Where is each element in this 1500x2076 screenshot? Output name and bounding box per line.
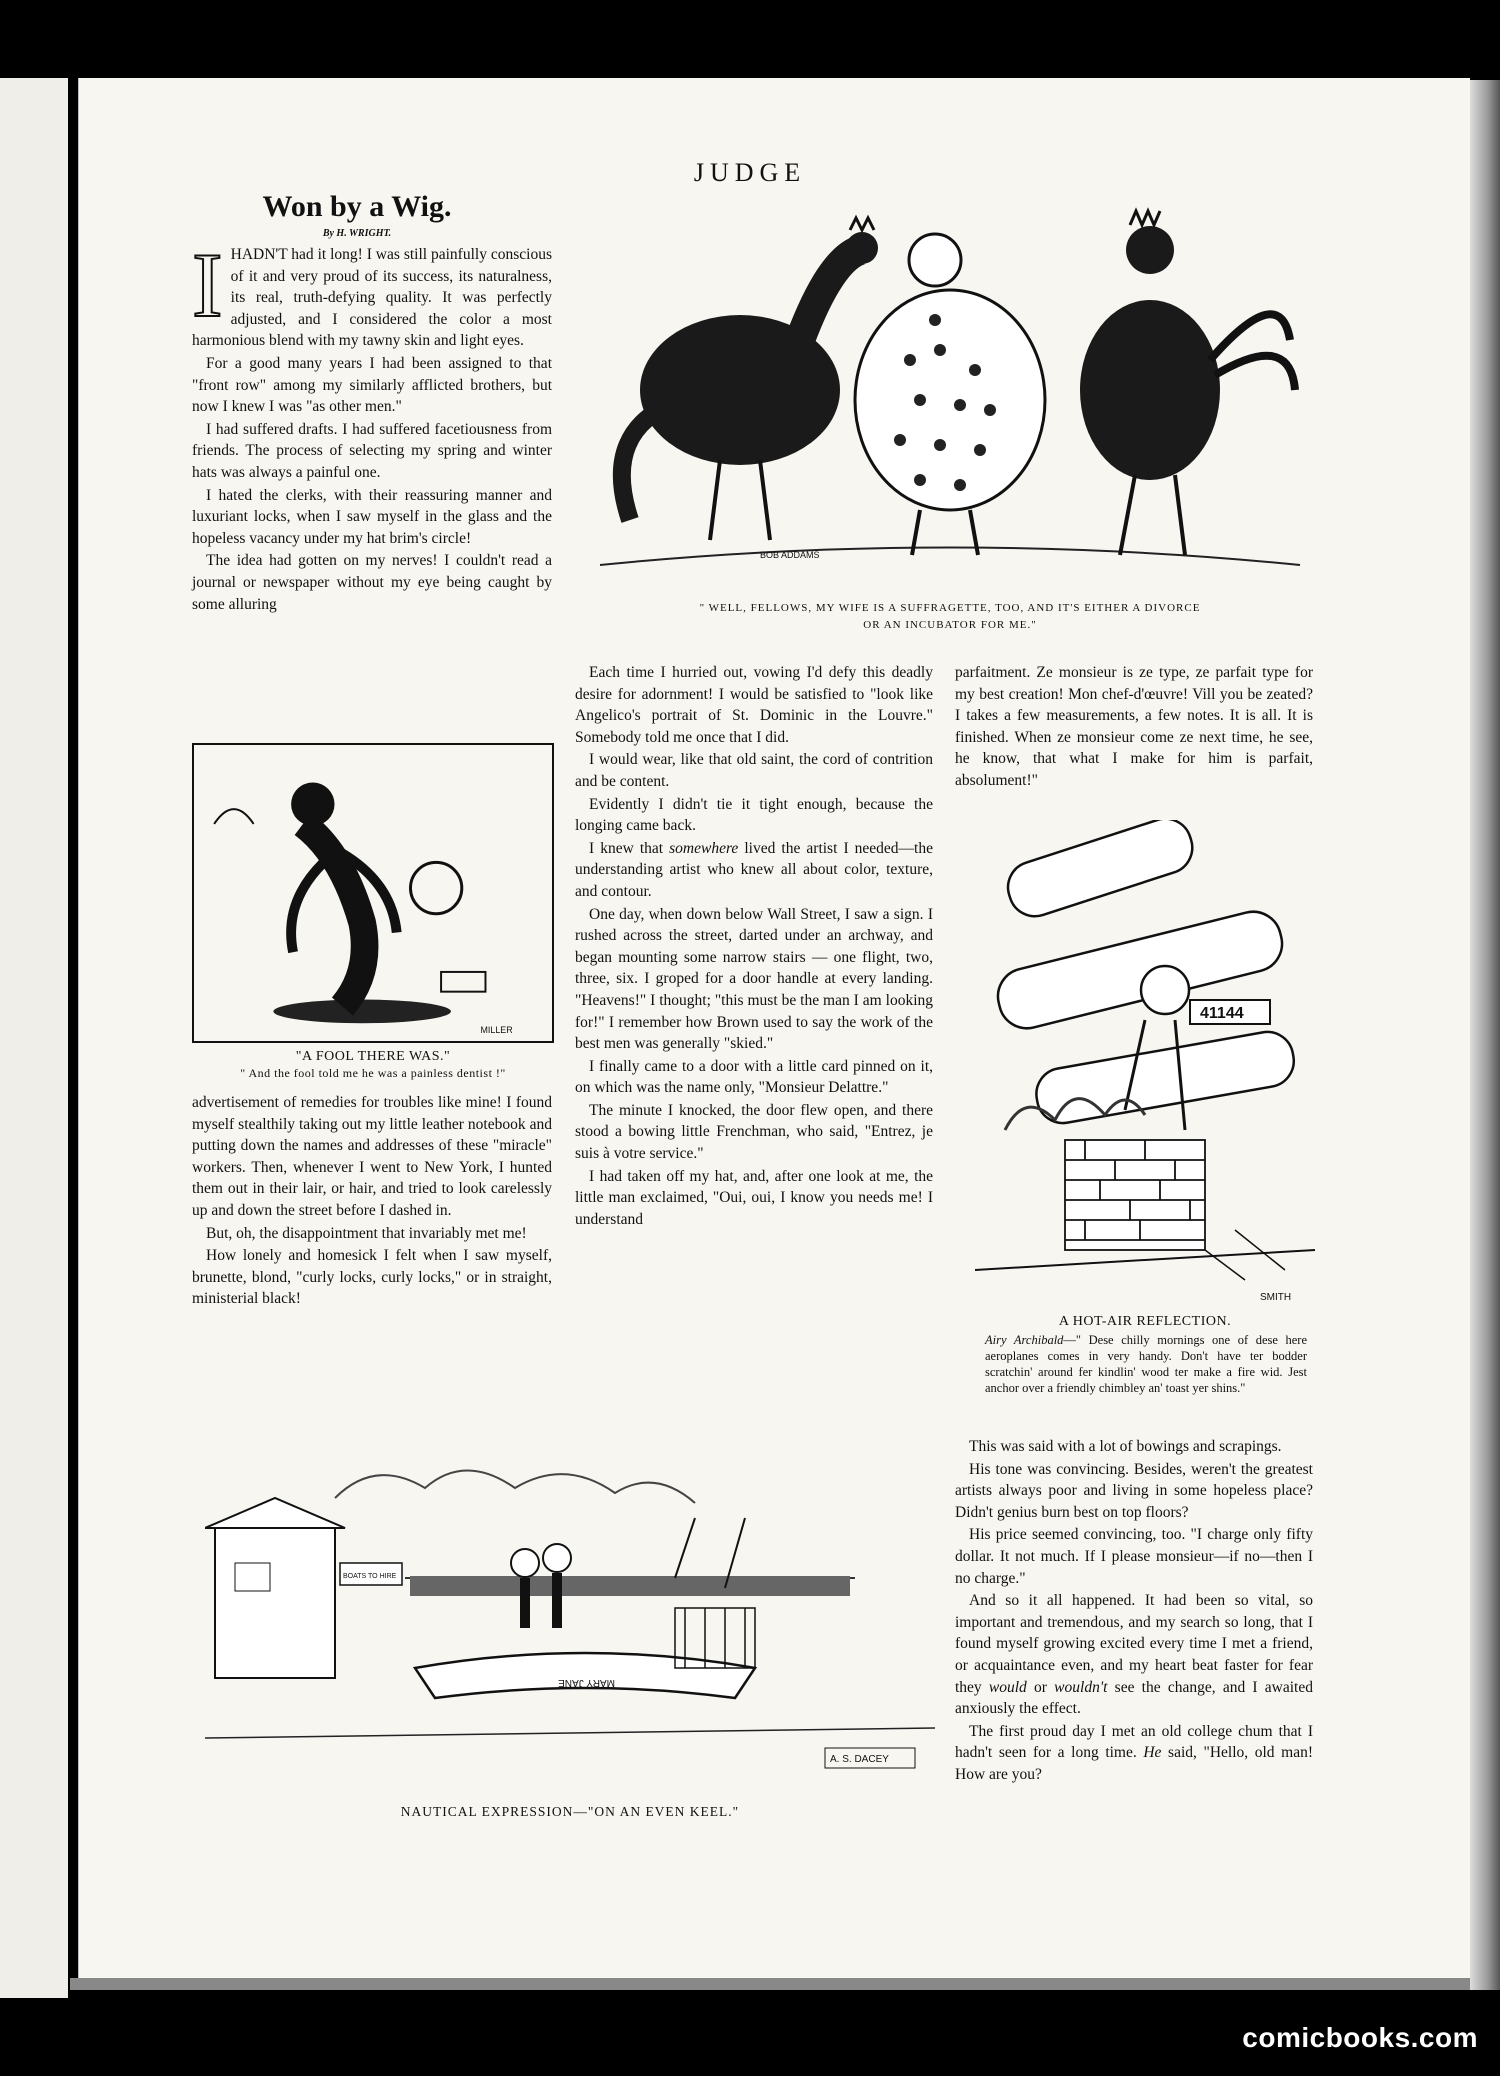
boat-name: MARY JANE — [558, 1677, 615, 1688]
site-watermark: comicbooks.com — [1242, 2022, 1478, 2053]
roosters-illustration — [590, 200, 1310, 570]
hot-air-caption-title: A HOT-AIR REFLECTION. — [1058, 1314, 1232, 1329]
paragraph: advertisement of remedies for troubles like mine! I found myself stealthily taking out my little leather notebook and putting down the names and addresses of these "miracle" workers. Then, whenever I went to New York, I hunted them out in their lair, or hair, and tried to look carelessly up and down the street before I dashed in. — [192, 1094, 552, 1219]
paragraph: The first proud day I met an old college chum that I hadn't seen for a long time. He said, "Hello, old man! How are you? — [955, 1722, 1314, 1783]
paragraph: And so it all happened. It had been so vital, so important and tremendous, and my search so long, that I found myself growing excited every time I met a friend, or acquaintance even, and my heart beat faster for fear they would or wouldn't see the change, and I awaited anxiously the effect. — [955, 1592, 1313, 1718]
nautical-caption: NAUTICAL EXPRESSION—"ON AN EVEN KEEL." — [400, 1804, 740, 1819]
hot-air-quote: —" Dese chilly mornings one of dese here aeroplanes comes in very handy. Don't have ter bodder scratchin' around fer kindlin' wood ter make a fire wid. Jest anchor over a friendly chimbley an' toast yer shins." — [985, 1333, 1307, 1395]
paragraph: His tone was convincing. Besides, weren't the greatest artists always poor and living in some hopeless place? Didn't genius burn best on top floors? — [955, 1460, 1313, 1521]
hot-air-cartoon — [975, 820, 1315, 1310]
roosters-cartoon — [590, 200, 1310, 570]
paragraph: But, oh, the disappointment that invariably met me! — [206, 1224, 527, 1242]
masthead: JUDGE — [693, 158, 807, 187]
fool-cartoon — [192, 743, 554, 1043]
fool-illustration — [194, 745, 552, 1041]
fool-caption — [192, 1048, 554, 1082]
paragraph: His price seemed convincing, too. "I charge only fifty dollar. It not much. If I please monsieur—if no—then I no charge." — [955, 1526, 1313, 1587]
roosters-caption — [590, 600, 1310, 634]
byline: By H. WRIGHT. — [322, 228, 392, 239]
nautical-illustration — [205, 1438, 935, 1783]
article-column-2 — [575, 662, 933, 1231]
paragraph: How lonely and homesick I felt when I saw myself, brunette, blond, "curly locks, curly locks," or in straight, ministerial black! — [192, 1247, 552, 1308]
article-title: Won by a Wig. — [262, 190, 452, 223]
paragraph: I would wear, like that old saint, the cord of contrition and be content. — [575, 751, 933, 790]
hot-air-speaker: Airy Archibald — [985, 1333, 1064, 1347]
page-stack-edge — [1470, 80, 1500, 1990]
paragraph: Each time I hurried out, vowing I'd defy this deadly desire for adornment! I would be satisfied to "look like Angelico's portrait of St. Dominic in the Louvre." Somebody told me once that I did. — [575, 664, 933, 746]
paragraph: IHADN'T had it long! I was still painfully conscious of it and very proud of its success, its naturalness, its real, truth-defying quality. It was perfectly adjusted, and I considered the color a most harmonious blend with my tawny skin and light eyes. — [192, 234, 552, 350]
paragraph: One day, when down below Wall Street, I saw a sign. I rushed across the street, darted under an archway, and began mounting some narrow stairs — one flight, two, three, six. I groped for a door handle at every landing. "Heavens!" I thought; "this must be the man I am looking for!" I remember how Brown used to say the work of the best men was generally "skied." — [575, 905, 933, 1053]
nautical-signature: A. S. DACEY — [830, 1754, 889, 1765]
fool-signature: MILLER — [480, 1025, 513, 1036]
page-bottom-edge — [70, 1978, 1470, 1990]
license-plate: 41144 — [1200, 1005, 1244, 1022]
paragraph: I knew that somewhere lived the artist I needed—the understanding artist who knew all about color, texture, and contour. — [575, 839, 933, 900]
article-column-3-continued — [955, 1436, 1313, 1787]
hot-air-caption — [985, 1332, 1307, 1396]
paragraph: I had suffered drafts. I had suffered facetiousness from friends. The process of selecting my spring and winter hats was always a painful one. — [192, 420, 552, 481]
article-column-3 — [955, 662, 1313, 793]
paragraph: I hated the clerks, with their reassuring manner and luxuriant locks, when I saw myself in the glass and the hopeless vacancy under my hat brim's circle! — [192, 486, 552, 547]
paragraph: This was said with a lot of bowings and scrapings. — [969, 1438, 1282, 1455]
paragraph: The idea had gotten on my nerves! I couldn't read a journal or newspaper without my eye being caught by some alluring — [192, 552, 552, 613]
boats-sign: BOATS TO HIRE — [343, 1573, 397, 1580]
paragraph: The minute I knocked, the door flew open, and there stood a bowing little Frenchman, who said, "Entrez, je suis à votre service." — [575, 1101, 933, 1163]
paragraph: parfaitment. Ze monsieur is ze type, ze parfait type for my best creation! Mon chef-d'œuvre! Vill you be zeated? I takes a few measurements, a few notes. It is all. It is finished. When ze monsieur come ze next time, he see, he know, that what I make for him is parfait, absolument!" — [955, 664, 1313, 789]
roosters-caption-line-1: " WELL, FELLOWS, MY WIFE IS A SUFFRAGETTE, TOO, AND IT'S EITHER A DIVORCE — [699, 602, 1201, 614]
fool-caption-subtitle: " And the fool told me he was a painless dentist !" — [240, 1066, 506, 1080]
paragraph: I finally came to a door with a little card pinned on it, on which was the name only, "Monsieur Delattre." — [575, 1057, 933, 1097]
article-column-1 — [192, 234, 552, 616]
paragraph: For a good many years I had been assigned to that "front row" among my similarly afflicted brothers, but now I knew I was "as other men." — [192, 354, 552, 416]
paragraph: Evidently I didn't tie it tight enough, because the longing came back. — [575, 795, 933, 835]
nautical-cartoon — [205, 1438, 935, 1783]
hot-air-illustration — [975, 820, 1315, 1310]
hot-air-signature: SMITH — [1260, 1292, 1292, 1303]
article-column-1-continued — [192, 1092, 552, 1311]
drop-cap: I — [192, 234, 223, 336]
paragraph: I had taken off my hat, and, after one look at me, the little man exclaimed, "Oui, oui, I know you needs me! I understand — [575, 1167, 933, 1228]
fool-caption-title: "A FOOL THERE WAS." — [295, 1049, 451, 1064]
roosters-signature: BOB ADDAMS — [760, 550, 820, 560]
roosters-caption-line-2: OR AN INCUBATOR FOR ME." — [863, 619, 1037, 631]
previous-page-edge — [0, 78, 68, 1998]
